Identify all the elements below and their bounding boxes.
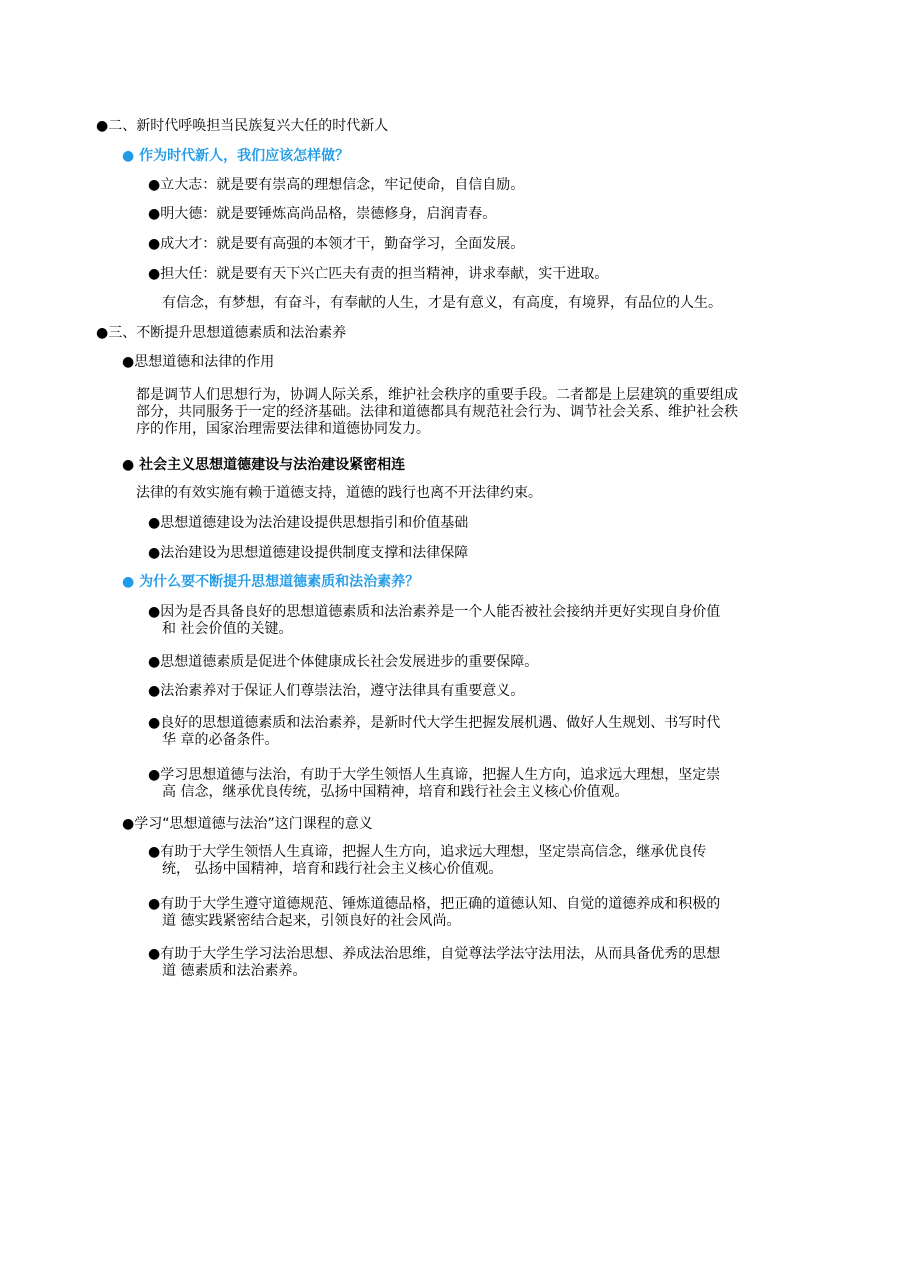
why-item-line: ●学习思想道德与法治，有助于大学生领悟人生真谛，把握人生方向，追求远大理想，坚定崇 <box>148 767 721 783</box>
course-item-line: 道 德实践紧密结合起来，引领良好的社会风尚。 <box>162 913 461 929</box>
course-heading: ●学习“思想道德与法治”这门课程的意义 <box>122 816 373 832</box>
section-3-heading: ●三、不断提升思想道德素质和法治素养 <box>96 325 347 341</box>
link-item: ●法治建设为思想道德建设提供制度支撑和法律保障 <box>148 545 469 561</box>
link-item: ●思想道德建设为法治建设提供思想指引和价值基础 <box>148 515 469 531</box>
role-paragraph-line: 部分，共同服务于一定的经济基础。法律和道德都具有规范社会行为、调节社会关系、维护社会秩 <box>136 404 738 420</box>
course-item-line: ●有助于大学生学习法治思想、养成法治思维，自觉尊法学法守法用法，从而具备优秀的思想 <box>148 946 721 962</box>
why-item <box>148 604 720 638</box>
section-2-summary: 有信念，有梦想，有奋斗，有奉献的人生，才是有意义，有高度，有境界，有品位的人生。 <box>162 295 722 311</box>
why-item <box>148 767 720 801</box>
course-item <box>148 896 720 930</box>
link-heading: ● 社会主义思想道德建设与法治建设紧密相连 <box>122 457 406 473</box>
section-2-item: ●成大才：就是要有高强的本领才干，勤奋学习，全面发展。 <box>148 236 525 252</box>
course-item <box>148 946 720 980</box>
why-item <box>148 715 720 749</box>
course-item-line: ●有助于大学生领悟人生真谛，把握人生方向，追求远大理想，坚定崇高信念，继承优良传 <box>148 844 707 860</box>
why-question: ● 为什么要不断提升思想道德素质和法治素养？ <box>122 574 420 590</box>
role-paragraph-line: 序的作用，国家治理需要法律和道德协同发力。 <box>136 421 430 437</box>
course-item <box>148 844 706 878</box>
role-paragraph-line: 都是调节人们思想行为，协调人际关系，维护社会秩序的重要手段。二者都是上层建筑的重要组成 <box>136 387 738 403</box>
section-2-item: ●立大志：就是要有崇高的理想信念，牢记使命，自信自励。 <box>148 177 525 193</box>
section-2-item: ●担大任：就是要有天下兴亡匹夫有责的担当精神，讲求奉献，实干进取。 <box>148 266 609 282</box>
why-item: ●思想道德素质是促进个体健康成长社会发展进步的重要保障。 <box>148 654 539 670</box>
why-item: ●法治素养对于保证人们尊崇法治，遵守法律具有重要意义。 <box>148 683 525 699</box>
role-paragraph <box>136 387 738 438</box>
role-heading: ●思想道德和法律的作用 <box>122 354 275 370</box>
section-2-heading: ●二、新时代呼唤担当民族复兴大任的时代新人 <box>96 118 389 134</box>
why-item-line: 华 章的必备条件。 <box>162 732 279 748</box>
section-2-question: ● 作为时代新人，我们应该怎样做？ <box>122 148 350 164</box>
why-item-line: 高 信念，继承优良传统，弘扬中国精神，培育和践行社会主义核心价值观。 <box>162 784 629 800</box>
course-item-line: ●有助于大学生遵守道德规范、锤炼道德品格，把正确的道德认知、自觉的道德养成和积极的 <box>148 896 721 912</box>
why-item-line: ●良好的思想道德素质和法治素养，是新时代大学生把握发展机遇、做好人生规划、书写时代 <box>148 715 721 731</box>
course-item-line: 道 德素质和法治素养。 <box>162 963 307 979</box>
course-item-line: 统， 弘扬中国精神，培育和践行社会主义核心价值观。 <box>162 861 503 877</box>
link-sentence: 法律的有效实施有赖于道德支持，道德的践行也离不开法律约束。 <box>136 485 542 501</box>
why-item-line: 和 社会价值的关键。 <box>162 621 293 637</box>
why-item-line: ●因为是否具备良好的思想道德素质和法治素养是一个人能否被社会接纳并更好实现自身价值 <box>148 604 721 620</box>
section-2-item: ●明大德：就是要锤炼高尚品格，崇德修身，启润青春。 <box>148 206 497 222</box>
